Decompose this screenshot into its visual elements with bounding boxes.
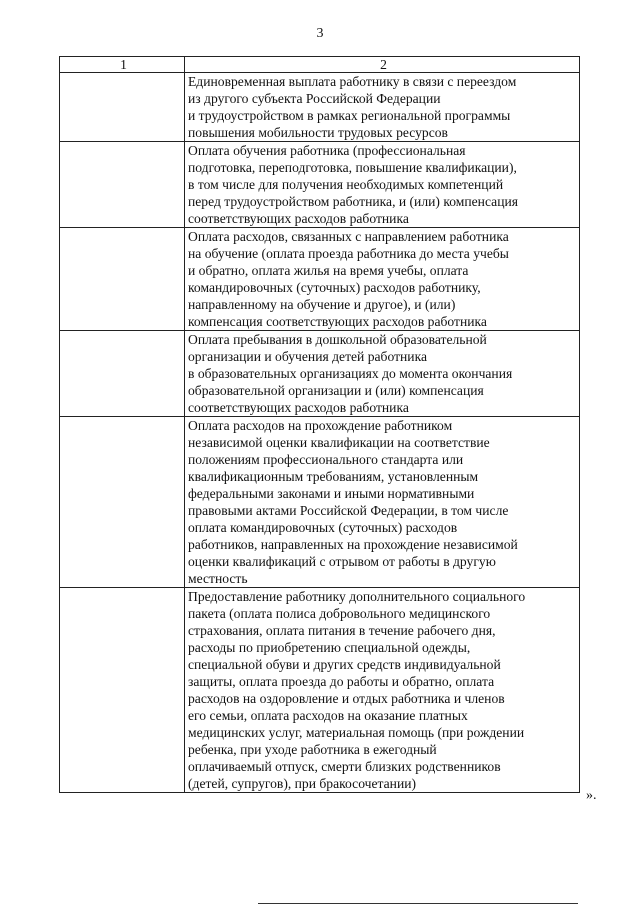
description-line: (детей, супругов), при бракосочетании) — [188, 776, 417, 791]
payment-description-cell — [185, 73, 580, 142]
description-line: Оплата расходов, связанных с направлением работника — [188, 229, 509, 244]
description-line: и обратно, оплата жилья на время учебы, оплата — [188, 263, 469, 278]
row-number-cell — [60, 73, 185, 142]
description-line: Оплата обучения работника (профессиональная — [188, 143, 466, 158]
description-line: соответствующих расходов работника — [188, 211, 409, 226]
column-header-2: 2 — [185, 57, 580, 73]
description-line: оплачиваемый отпуск, смерти близких родственников — [188, 759, 501, 774]
header-row — [60, 57, 580, 73]
description-line: подготовка, переподготовка, повышение квалификации), — [188, 160, 517, 175]
description-line: федеральными законами и иными нормативными — [188, 486, 475, 501]
description-line: направленному на обучение и другое), и (или) — [188, 297, 456, 312]
row-number-cell — [60, 142, 185, 228]
table-row — [60, 588, 580, 793]
table-row — [60, 228, 580, 331]
payment-description-cell — [185, 228, 580, 331]
table-row — [60, 73, 580, 142]
description-line: местность — [188, 571, 248, 586]
description-line: организации и обучения детей работника — [188, 349, 427, 364]
description-line: работников, направленных на прохождение независимой — [188, 537, 518, 552]
description-line: специальной обуви и других средств индивидуальной — [188, 657, 501, 672]
column-header-1: 1 — [60, 57, 185, 73]
description-line: расходы по приобретению специальной одежды, — [188, 640, 471, 655]
description-line: Оплата расходов на прохождение работником — [188, 418, 453, 433]
description-line: повышения мобильности трудовых ресурсов — [188, 125, 448, 140]
row-number-cell — [60, 588, 185, 793]
page-number: 3 — [316, 26, 324, 41]
description-line: перед трудоустройством работника, и (или) компенсация — [188, 194, 518, 209]
table-body — [60, 73, 580, 793]
description-line: ребенка, при уходе работника в ежегодный — [188, 742, 437, 757]
payment-description-cell — [185, 331, 580, 417]
row-number-cell — [60, 417, 185, 588]
description-line: компенсация соответствующих расходов работника — [188, 314, 487, 329]
description-line: оплата командировочных (суточных) расходов — [188, 520, 458, 535]
description-line: правовыми актами Российской Федерации, в том числе — [188, 503, 509, 518]
description-line: из другого субъекта Российской Федерации — [188, 91, 441, 106]
description-line: командировочных (суточных) расходов работнику, — [188, 280, 481, 295]
description-line: Предоставление работнику дополнительного социального — [188, 589, 526, 604]
payment-description-cell — [185, 588, 580, 793]
description-line: защиты, оплата проезда до работы и обратно, оплата — [188, 674, 495, 689]
description-line: соответствующих расходов работника — [188, 400, 409, 415]
description-line: Оплата пребывания в дошкольной образовательной — [188, 332, 487, 347]
description-line: положениям профессионального стандарта или — [188, 452, 464, 467]
description-line: пакета (оплата полиса добровольного медицинского — [188, 606, 491, 621]
description-line: в образовательных организациях до момента окончания — [188, 366, 513, 381]
description-line: и трудоустройством в рамках региональной программы — [188, 108, 511, 123]
description-line: квалификационным требованиям, установленным — [188, 469, 479, 484]
payment-description-cell — [185, 142, 580, 228]
row-number-cell — [60, 228, 185, 331]
table-row — [60, 417, 580, 588]
table-row — [60, 331, 580, 417]
description-line: на обучение (оплата проезда работника до места учебы — [188, 246, 509, 261]
description-line: в том числе для получения необходимых компетенций — [188, 177, 504, 192]
row-number-cell — [60, 331, 185, 417]
payment-description-cell — [185, 417, 580, 588]
description-line: образовательной организации и (или) компенсация — [188, 383, 484, 398]
description-line: оценки квалификаций с отрывом от работы в другую — [188, 554, 496, 569]
description-line: независимой оценки квалификации на соответствие — [188, 435, 490, 450]
description-line: его семьи, оплата расходов на оказание платных — [188, 708, 468, 723]
closing-quote: ». — [586, 788, 597, 803]
payments-table — [59, 56, 580, 793]
description-line: расходов на оздоровление и отдых работника и членов — [188, 691, 505, 706]
description-line: страхования, оплата питания в течение рабочего дня, — [188, 623, 496, 638]
description-line: Единовременная выплата работнику в связи с переездом — [188, 74, 517, 89]
bottom-rule — [258, 903, 578, 904]
description-line: медицинских услуг, материальная помощь (при рождении — [188, 725, 525, 740]
table-header — [60, 57, 580, 73]
table-row — [60, 142, 580, 228]
